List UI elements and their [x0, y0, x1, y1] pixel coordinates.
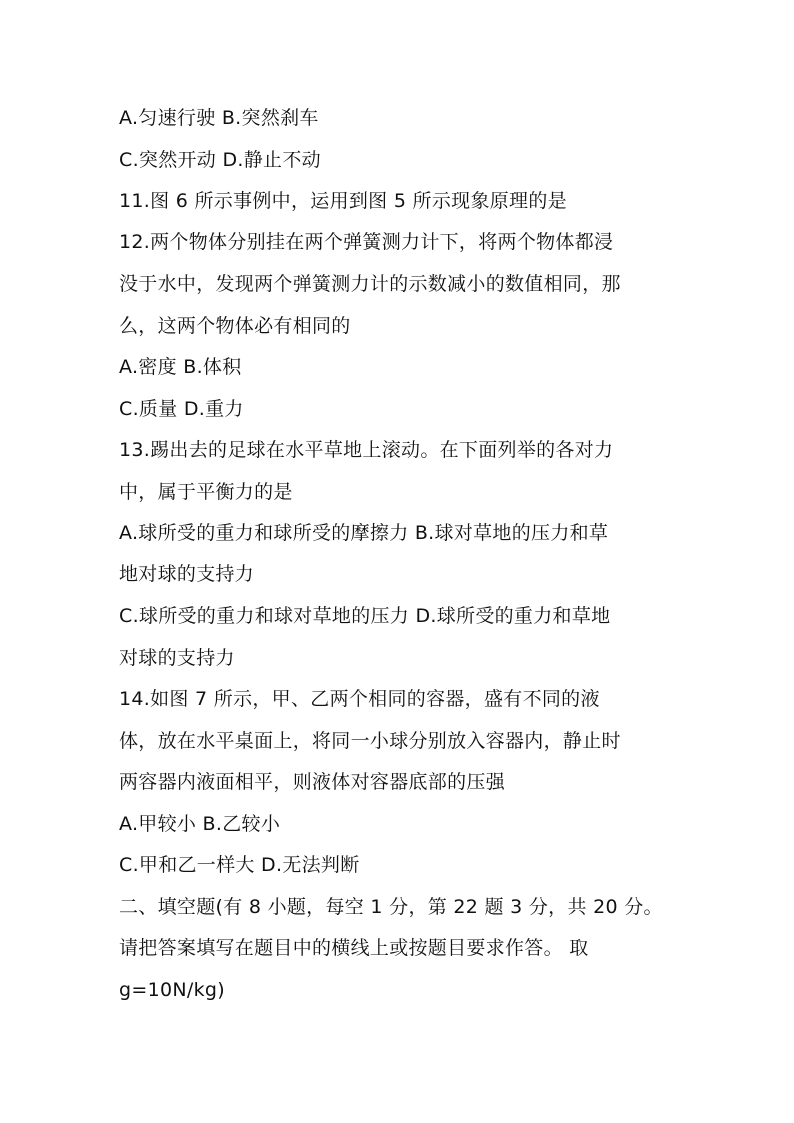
q13-options-cd-line-1: C.球所受的重力和球对草地的压力 D.球所受的重力和草地 — [119, 605, 611, 627]
question-11: 11.图 6 所示事例中，运用到图 5 所示现象原理的是 — [119, 190, 567, 212]
question-12-line-1: 12.两个物体分别挂在两个弹簧测力计下，将两个物体都浸 — [119, 231, 614, 253]
question-13-line-1: 13.踢出去的足球在水平草地上滚动。在下面列举的各对力 — [119, 439, 614, 461]
q14-options-ab: A.甲较小 B.乙较小 — [119, 813, 281, 835]
section-2-heading-line-2: 请把答案填写在题目中的横线上或按题目要求作答。 取 — [119, 937, 589, 959]
q13-options-ab-line-1: A.球所受的重力和球所受的摩擦力 B.球对草地的压力和草 — [119, 522, 609, 544]
question-12-line-2: 没于水中，发现两个弹簧测力计的示数减小的数值相同，那 — [119, 273, 621, 295]
q13-options-cd-line-2: 对球的支持力 — [119, 647, 235, 669]
q13-options-ab-line-2: 地对球的支持力 — [119, 563, 255, 585]
q14-options-cd: C.甲和乙一样大 D.无法判断 — [119, 854, 360, 876]
question-14-line-1: 14.如图 7 所示，甲、乙两个相同的容器，盛有不同的液 — [119, 688, 600, 710]
question-14-line-3: 两容器内液面相平，则液体对容器底部的压强 — [119, 771, 506, 793]
question-13-line-2: 中，属于平衡力的是 — [119, 481, 293, 503]
question-12-line-3: 么，这两个物体必有相同的 — [119, 315, 351, 337]
section-2-heading-line-1: 二、填空题(有 8 小题，每空 1 分，第 22 题 3 分，共 20 分。 — [119, 896, 663, 918]
q12-options-cd: C.质量 D.重力 — [119, 398, 244, 420]
q10-options-cd: C.突然开动 D.静止不动 — [119, 149, 321, 171]
section-2-heading-line-3: g=10N/kg) — [119, 979, 225, 1001]
q12-options-ab: A.密度 B.体积 — [119, 356, 242, 378]
question-14-line-2: 体，放在水平桌面上，将同一小球分别放入容器内，静止时 — [119, 730, 621, 752]
q10-options-ab: A.匀速行驶 B.突然刹车 — [119, 107, 319, 129]
